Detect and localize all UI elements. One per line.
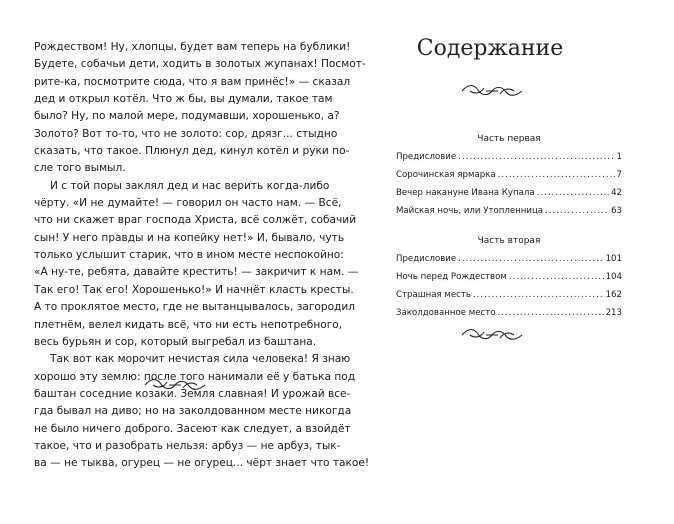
toc-entry-title: Сорочинская ярмарка <box>396 170 496 180</box>
toc-entry-page: 1 <box>616 152 622 162</box>
toc-entry-page: 101 <box>605 254 622 264</box>
text-line: такое, что и разобрать нельзя: арбуз — не арбуз, тык- <box>34 439 341 452</box>
toc-entry-page: 104 <box>605 272 622 282</box>
toc-leader-dots <box>498 304 604 322</box>
text-line: Так вот как морочит нечистая сила человека! Я знаю <box>50 353 351 366</box>
toc-entry[interactable] <box>396 250 622 268</box>
toc-entry-title: Вечер накануне Ивана Купала <box>396 188 535 198</box>
text-line: гда бывал на диво; но на заколдованном месте никогда <box>34 405 352 418</box>
text-line: чёрту. «И не думайте! — говорил он часто нам. — Всё, <box>34 197 342 210</box>
toc-leader-dots <box>458 148 614 166</box>
text-line: Золото? Вот то-то, что не золото: сор, дрязг... стыдно <box>34 127 338 140</box>
page-title: Содержание <box>416 36 564 61</box>
text-line: плетнём, велел кидать всё, что ни есть непотребного, <box>34 318 343 331</box>
ornament-icon <box>460 326 524 344</box>
toc-part-heading: Часть первая <box>477 134 541 144</box>
toc-leader-dots <box>473 286 604 304</box>
text-line: весь бурьян и сор, который выгребал из баштана. <box>34 335 317 348</box>
toc-entry[interactable] <box>396 286 622 304</box>
ornament-icon <box>460 82 524 100</box>
toc-entry[interactable] <box>396 202 622 220</box>
toc-entry[interactable] <box>396 184 622 202</box>
toc-entry-page: 63 <box>611 206 622 216</box>
toc-entry-page: 213 <box>605 308 622 318</box>
text-line: Будете, собачьи дети, ходить в золотых жупанах! Посмот- <box>34 58 366 71</box>
text-line: рите-ка, посмотрите сюда, что я вам принёс!» — сказал <box>34 75 351 88</box>
toc-entry-title: Ночь перед Рождеством <box>396 272 507 282</box>
toc-leader-dots <box>509 268 604 286</box>
toc-leader-dots <box>458 250 603 268</box>
toc-entry-title: Предисловие <box>396 152 457 162</box>
toc-entry-title: Майская ночь, или Утопленница <box>396 206 544 216</box>
text-line: «А ну-те, ребята, давайте крестить! — закричит к нам. — <box>34 266 359 279</box>
toc-entry[interactable] <box>396 166 622 184</box>
text-line: ва — не тыква, огурец — не огурец... чёрт знает что такое! <box>34 457 370 470</box>
toc-leader-dots <box>545 202 609 220</box>
text-line: Рождеством! Ну, хлопцы, будет вам теперь на бублики! <box>34 41 351 53</box>
text-line: что ни скажет враг господа Христа, всё солжёт, собачий <box>34 214 357 227</box>
text-line: А то проклятое место, где не вытанцывалось, загородил <box>34 301 356 314</box>
text-line: сказать, что такое. Плюнул дед, кинул котёл и руки по- <box>34 145 350 158</box>
toc-leader-dots <box>498 166 615 184</box>
toc-entry-page: 42 <box>611 188 622 198</box>
toc-entry-title: Предисловие <box>396 254 457 264</box>
toc-entry[interactable] <box>396 268 622 286</box>
text-line: сле того вымыл. <box>34 162 126 175</box>
toc-entry-page: 162 <box>605 290 622 300</box>
toc-entry-page: 7 <box>616 170 622 180</box>
table-of-contents <box>396 130 622 322</box>
toc-entry-title: Страшная месть <box>396 290 471 300</box>
toc-entry-title: Заколдованное место <box>396 308 496 318</box>
toc-part-heading: Часть вторая <box>477 236 541 246</box>
text-line: было? Ну, по малой мере, подумавши, хорошенько, а? <box>34 110 340 123</box>
ornament-icon <box>143 376 207 394</box>
text-line: баштан соседние козаки. Земля славная! И урожай все- <box>34 387 351 400</box>
text-line: хорошо эту землю: после того нанимали её у батька под <box>34 370 356 383</box>
toc-entry[interactable] <box>396 304 622 322</box>
text-line: Так его! Так его! Хорошенько!» И начнёт класть кресты. <box>34 283 354 296</box>
toc-entry[interactable] <box>396 148 622 166</box>
toc-leader-dots <box>537 184 609 202</box>
left-page-text <box>34 39 370 473</box>
text-line: И с той поры заклял дед и нас верить когда-либо <box>50 179 330 192</box>
text-line: дед и открыл котёл. Что ж бы, вы думали, такое там <box>34 93 333 106</box>
text-line: только услышит старик, что в ином месте неспокойно: <box>34 249 344 262</box>
text-line: не было ничего доброго. Засеют как следует, а взойдёт <box>34 422 351 435</box>
text-line: сын! У него правды и на копейку нет!» И, бывало, чуть <box>34 231 345 244</box>
